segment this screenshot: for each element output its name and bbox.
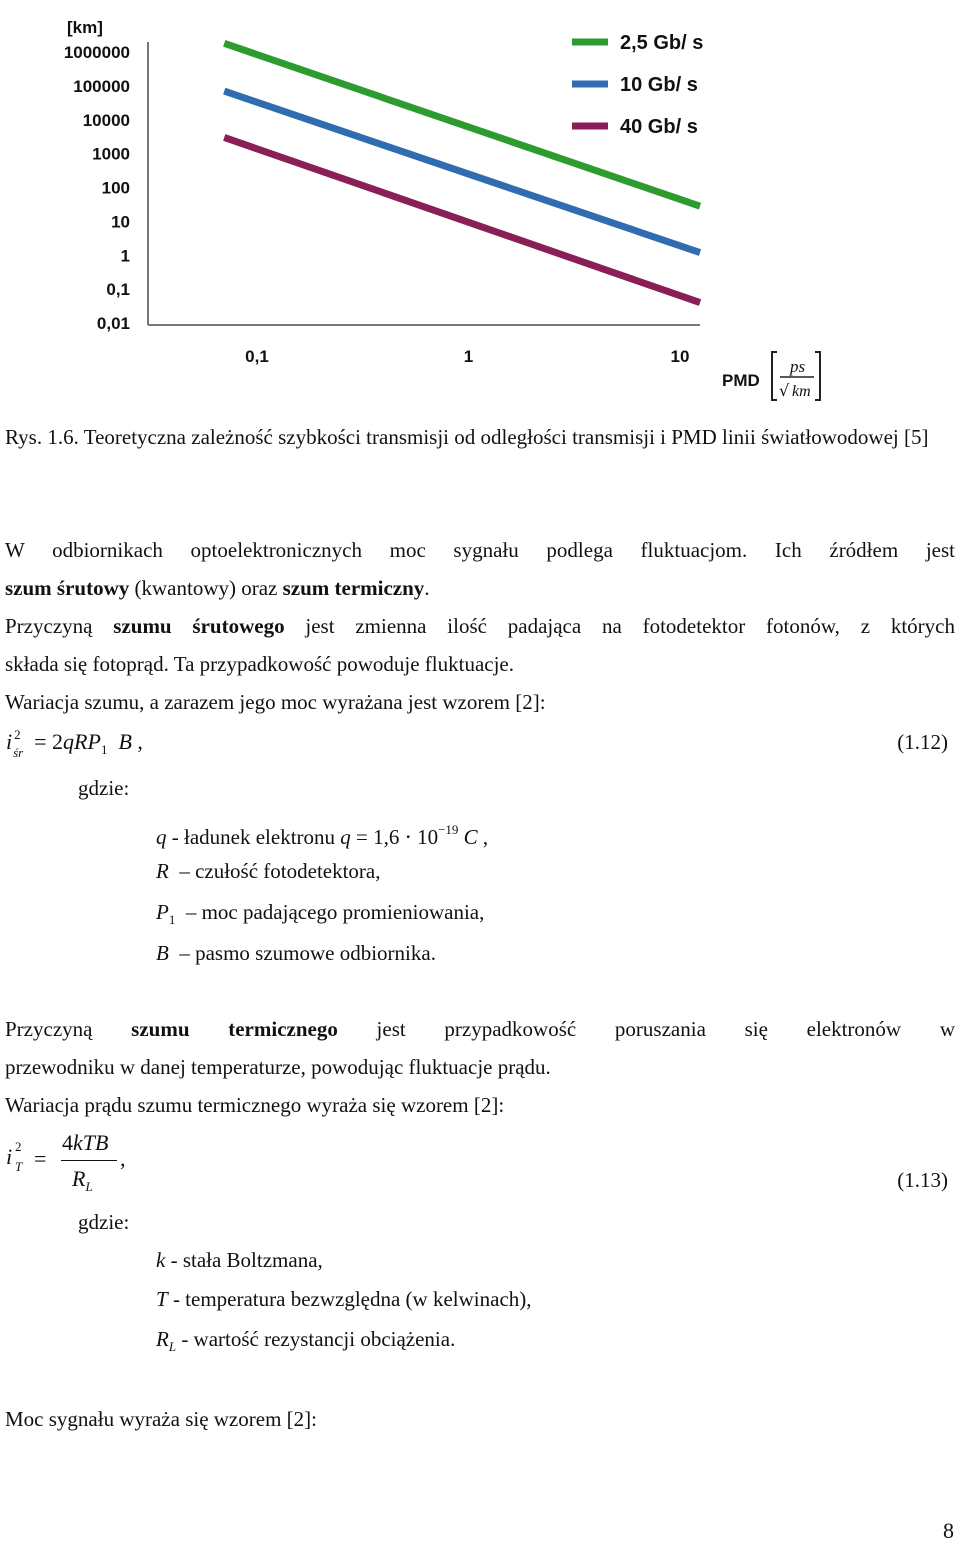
- eq-subscript: śr: [13, 745, 24, 760]
- y-tick-label: 1: [120, 246, 130, 266]
- def-rl-symbol: R: [156, 1327, 169, 1351]
- def-q-end: ,: [477, 825, 489, 849]
- series-line: [224, 137, 700, 302]
- eq-superscript: 2: [14, 727, 21, 742]
- y-tick-label: 0,01: [96, 314, 130, 333]
- def-t-symbol: T: [156, 1287, 168, 1311]
- y-tick-label: 10000: [82, 110, 130, 130]
- x-unit-numerator: ps: [790, 357, 806, 376]
- def-b-symbol: B: [156, 941, 169, 965]
- term-shot-noise-gen: szumu śrutowego: [113, 614, 285, 638]
- def-q-unit: C: [463, 825, 478, 849]
- paragraph-5: Wariacja prądu szumu termicznego wyraża się wzorem [2]:: [5, 1093, 505, 1117]
- legend-label: 10 Gb/ s: [620, 74, 698, 96]
- legend-label: 2,5 Gb/ s: [620, 32, 704, 54]
- paragraph-4-line-2: przewodniku w danej temperaturze, powodując fluktuacje prądu.: [5, 1055, 551, 1079]
- eq2-subscript: T: [15, 1159, 23, 1174]
- eq2-symbol-i: i: [6, 1144, 13, 1169]
- def-r-text: – czułość fotodetektora,: [168, 859, 381, 883]
- x-axis-label: PMD: [722, 371, 760, 390]
- y-axis-unit-label: [km]: [67, 18, 103, 37]
- eq2-superscript: 2: [15, 1139, 22, 1154]
- word: elektronów: [806, 1017, 902, 1041]
- eq2-comma: ,: [120, 1146, 126, 1171]
- def-p-subscript: 1: [168, 912, 176, 927]
- y-tick-label: 1000: [92, 144, 130, 164]
- x-tick-label: 10: [670, 347, 690, 366]
- eq2-denominator: [72, 1166, 93, 1195]
- paragraph-1-line-1: W odbiornikach optoelektronicznych moc sygnału podlega fluktuacjom. Ich źródłem jest: [5, 538, 955, 562]
- y-tick-label: 100: [101, 178, 130, 198]
- equation-number-1-12: (1.12): [897, 730, 948, 754]
- def-q-exponent: −19: [438, 822, 459, 837]
- where-label-2: gdzie:: [78, 1210, 130, 1234]
- eq2-den-sub: L: [85, 1179, 93, 1194]
- y-tick-label: 100000: [73, 76, 130, 96]
- word-bold: termicznego: [228, 1017, 338, 1041]
- x-axis-ticks: [245, 347, 689, 366]
- def-b-text: – pasmo szumowe odbiornika.: [168, 941, 436, 965]
- def-q: [156, 811, 488, 856]
- eq2-fraction-bar: [61, 1160, 117, 1161]
- pmd-chart: [0, 0, 960, 410]
- word: jest: [376, 1017, 406, 1041]
- equation-1-12: [6, 722, 143, 770]
- eq2-equals: =: [34, 1146, 47, 1171]
- paragraph-4-line-1: [5, 1010, 955, 1048]
- def-b: [156, 934, 436, 972]
- def-p-text: – moc padającego promieniowania,: [175, 900, 485, 924]
- where-label-1: gdzie:: [78, 776, 130, 800]
- term-thermal-noise: szum termiczny: [282, 576, 425, 600]
- eq-rhs-a: = 2: [34, 729, 64, 754]
- def-r: [156, 852, 381, 890]
- text-fragment: .: [424, 576, 430, 600]
- eq-comma: ,: [137, 729, 143, 754]
- def-p1: [156, 893, 484, 939]
- x-tick-label: 0,1: [245, 347, 269, 366]
- eq2-num-a: 4: [62, 1130, 73, 1155]
- word: Przyczyną: [5, 1017, 93, 1041]
- eq-symbol-i: i: [6, 729, 13, 754]
- paragraph-2-line-1: [5, 607, 955, 645]
- def-rl-subscript: L: [168, 1339, 177, 1354]
- bracket-left: [772, 352, 777, 400]
- x-axis-unit: [772, 352, 820, 400]
- def-rl-text: - wartość rezystancji obciążenia.: [176, 1327, 456, 1351]
- x-unit-radical: √: [779, 381, 790, 400]
- def-k-text: - stała Boltzmana,: [165, 1248, 323, 1272]
- word: poruszania: [614, 1017, 706, 1041]
- eq-rhs-b: qRP: [63, 729, 101, 754]
- def-q-value: = 1,6 ⋅ 10: [350, 825, 439, 849]
- word: się: [744, 1017, 768, 1041]
- def-t: [156, 1280, 532, 1318]
- equation-number-1-13: (1.13): [897, 1168, 948, 1192]
- paragraph-3: Wariacja szumu, a zarazem jego moc wyrażana jest wzorem [2]:: [5, 690, 546, 714]
- def-p-symbol: P: [156, 900, 169, 924]
- text-fragment: Przyczyną: [5, 614, 114, 638]
- x-unit-denominator: km: [792, 383, 811, 400]
- def-k: [156, 1241, 323, 1279]
- def-k-symbol: k: [156, 1248, 166, 1272]
- def-t-text: - temperatura bezwzględna (w kelwinach),: [167, 1287, 532, 1311]
- equation-1-13: [6, 1128, 206, 1198]
- bracket-right: [815, 352, 820, 400]
- eq2-num-b: kTB: [73, 1130, 109, 1155]
- eq-rhs-c: B: [118, 729, 132, 754]
- chart-legend: [572, 32, 703, 138]
- y-axis-ticks: [64, 42, 148, 333]
- x-tick-label: 1: [463, 347, 474, 366]
- figure-caption: Rys. 1.6. Teoretyczna zależność szybkości transmisji od odległości transmisji i PMD linii światłowodowej [5]: [5, 425, 929, 449]
- def-q-symbol: q: [156, 825, 167, 849]
- y-tick-label: 10: [111, 212, 130, 232]
- text-fragment: (kwantowy) oraz: [129, 576, 283, 600]
- def-rl: [156, 1320, 455, 1366]
- page-number: 8: [943, 1518, 954, 1543]
- def-q-text: - ładunek elektronu: [166, 825, 341, 849]
- paragraph-1-line-2: [5, 569, 955, 607]
- paragraph-6: Moc sygnału wyraża się wzorem [2]:: [5, 1407, 317, 1431]
- eq-p-subscript: 1: [100, 742, 108, 757]
- word: przypadkowość: [444, 1017, 577, 1041]
- term-shot-noise: szum śrutowy: [5, 576, 130, 600]
- def-r-symbol: R: [156, 859, 169, 883]
- paragraph-2-line-2: składa się fotoprąd. Ta przypadkowość powoduje fluktuacje.: [5, 652, 514, 676]
- text-fragment: jest zmienna ilość padająca na fotodetektor fotonów, z których: [284, 614, 955, 638]
- def-q-value-symbol: q: [340, 825, 351, 849]
- word: w: [939, 1017, 955, 1041]
- legend-label: 40 Gb/ s: [620, 116, 698, 138]
- word-bold: szumu: [131, 1017, 190, 1041]
- eq2-numerator: [62, 1130, 108, 1156]
- y-tick-label: 1000000: [63, 43, 130, 62]
- y-tick-label: 0,1: [106, 280, 130, 300]
- eq2-den: R: [72, 1166, 86, 1191]
